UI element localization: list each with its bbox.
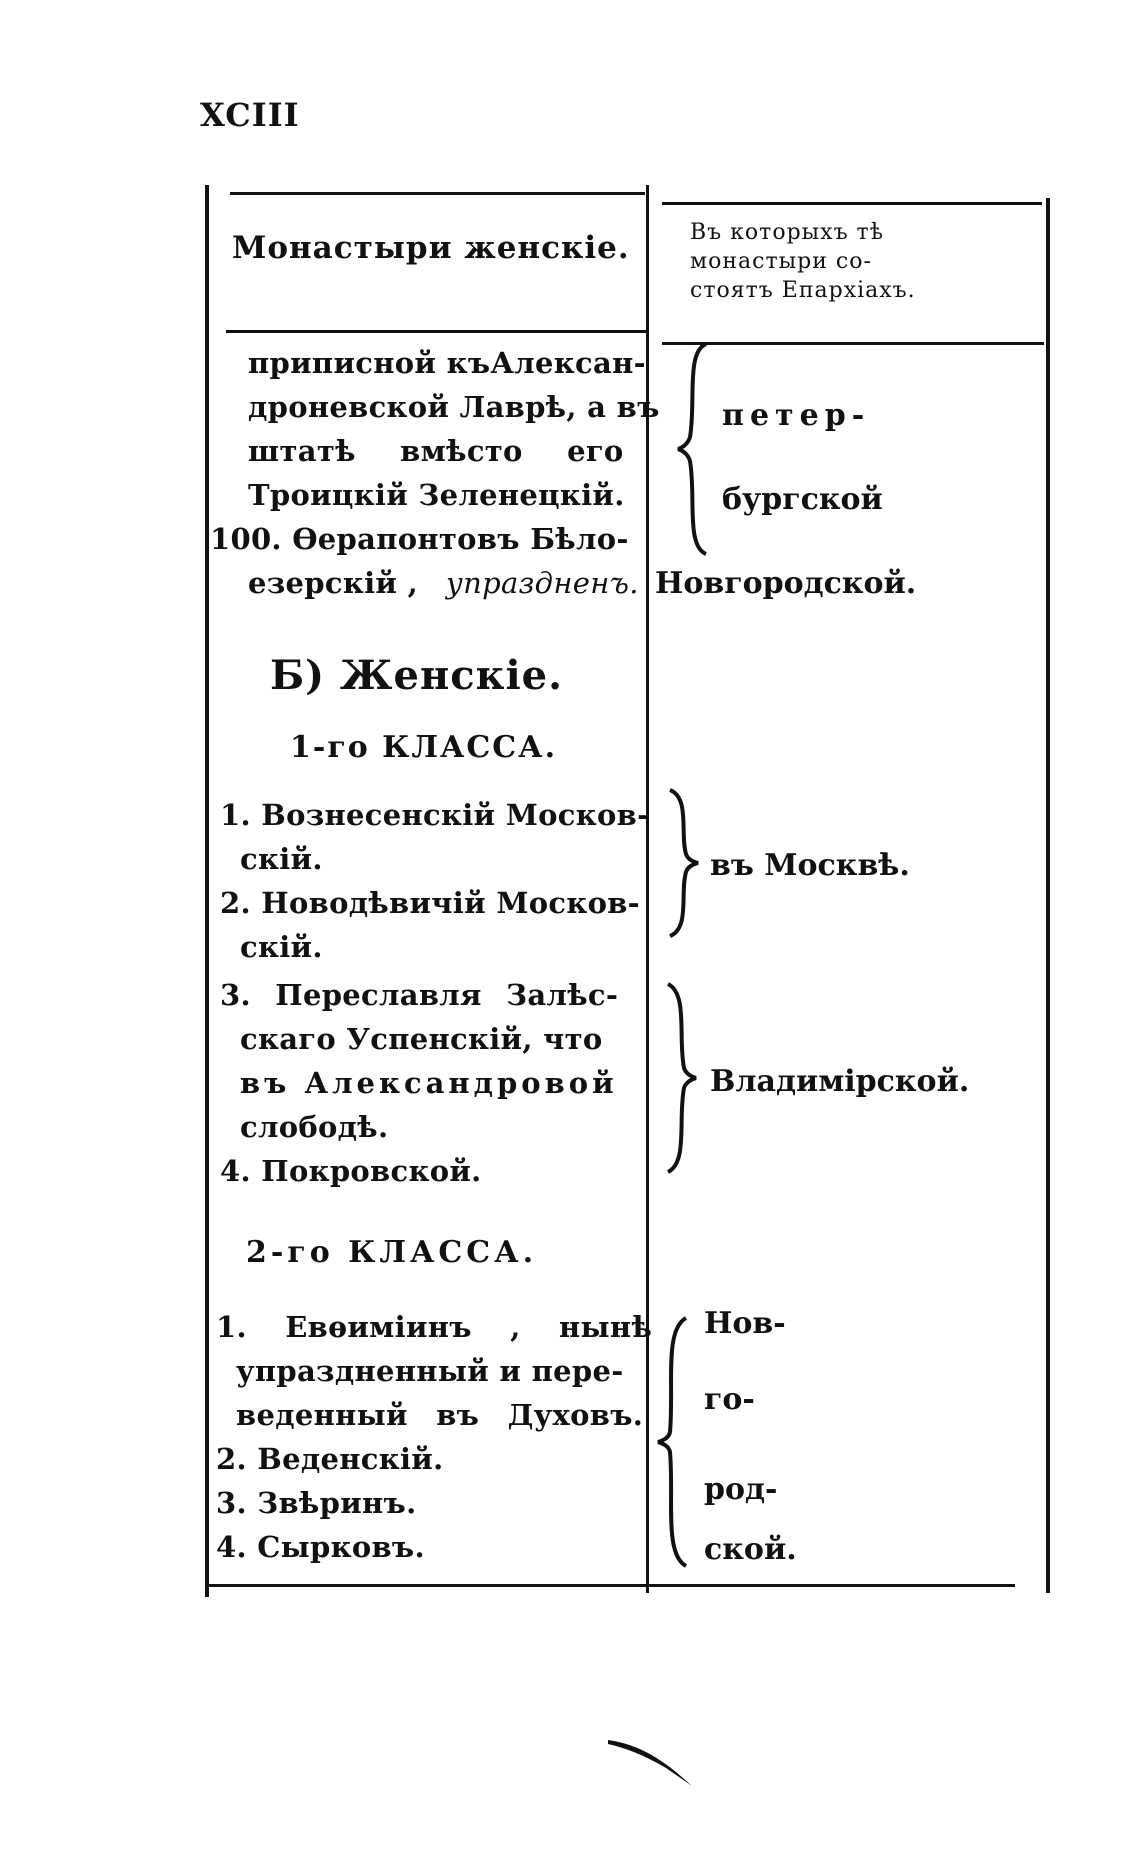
list-item: скій. — [240, 930, 323, 964]
header-right-line: Въ которыхъ тѣ — [690, 220, 884, 245]
curly-brace-icon — [676, 342, 710, 556]
text-line: приписной къАлексан- — [248, 346, 646, 380]
header-right-line: стоятъ Епархіахъ. — [690, 278, 916, 303]
table-left-border — [205, 185, 209, 1597]
column-header-eparchies — [690, 218, 1020, 305]
text-line: штатѣ вмѣсто его — [248, 434, 624, 468]
list-item: 3. Звѣринъ. — [216, 1486, 417, 1520]
eparchy-petersburg-line: петер- — [722, 398, 871, 433]
eparchy-vladimir: Владимірской. — [710, 1064, 970, 1099]
header-bottom-rule-left — [226, 330, 646, 333]
curly-brace-icon — [656, 1316, 690, 1568]
column-header-monasteries: Монастыри женскіе. — [232, 230, 630, 266]
list-item: слободѣ. — [240, 1110, 389, 1144]
header-right-line: монастыри со- — [690, 249, 872, 274]
text-line: Троицкій Зеленецкій. — [248, 478, 625, 512]
eparchy-novgorod-line: ской. — [704, 1532, 797, 1567]
ink-mark-decoration — [606, 1738, 696, 1792]
eparchy-novgorod-line: Нов- — [704, 1306, 786, 1341]
list-item: 1. Вознесенскій Москов- — [220, 798, 650, 832]
text-line: дроневской Лаврѣ, а въ — [248, 390, 660, 424]
list-item: въ Александровой — [240, 1066, 618, 1100]
header-bottom-rule-right — [662, 342, 1044, 345]
list-item: скій. — [240, 842, 323, 876]
abolished-note: упраздненъ. — [446, 566, 639, 600]
table-right-border — [1046, 198, 1050, 1593]
section-title-womens: Б) Женскіе. — [270, 652, 564, 699]
list-item: 2. Веденскій. — [216, 1442, 444, 1476]
class2-title: 2-го КЛАССА. — [246, 1235, 538, 1270]
list-item: 4. Сырковъ. — [216, 1530, 425, 1564]
curly-brace-icon — [664, 982, 698, 1174]
curly-brace-icon — [666, 788, 700, 938]
text-line: 100. Ѳерапонтовъ Бѣло- — [210, 522, 629, 556]
eparchy-novgorod-line: род- — [704, 1472, 778, 1507]
list-item: веденный въ Духовъ. — [236, 1398, 644, 1432]
eparchy-novgorod: Новгородской. — [655, 566, 917, 601]
eparchy-petersburg-line: бургской — [722, 482, 883, 517]
list-item: 2. Новодѣвичій Москов- — [220, 886, 641, 920]
text-line: езерскій , — [248, 566, 419, 600]
list-item: 4. Покровской. — [220, 1154, 482, 1188]
header-top-rule-left — [230, 192, 645, 195]
list-item: скаго Успенскій, что — [240, 1022, 603, 1056]
class1-title: 1-го КЛАССА. — [290, 730, 558, 765]
table-bottom-rule — [205, 1584, 1015, 1587]
eparchy-moscow: въ Москвѣ. — [710, 848, 910, 883]
list-item: 3. Переславля Залѣс- — [220, 978, 619, 1012]
page-number: XCIII — [200, 96, 300, 134]
header-top-rule-right — [662, 202, 1042, 205]
eparchy-novgorod-line: го- — [704, 1382, 755, 1417]
list-item: 1. Евѳиміинъ , нынѣ — [216, 1310, 653, 1344]
list-item: упраздненный и пере- — [236, 1354, 624, 1388]
